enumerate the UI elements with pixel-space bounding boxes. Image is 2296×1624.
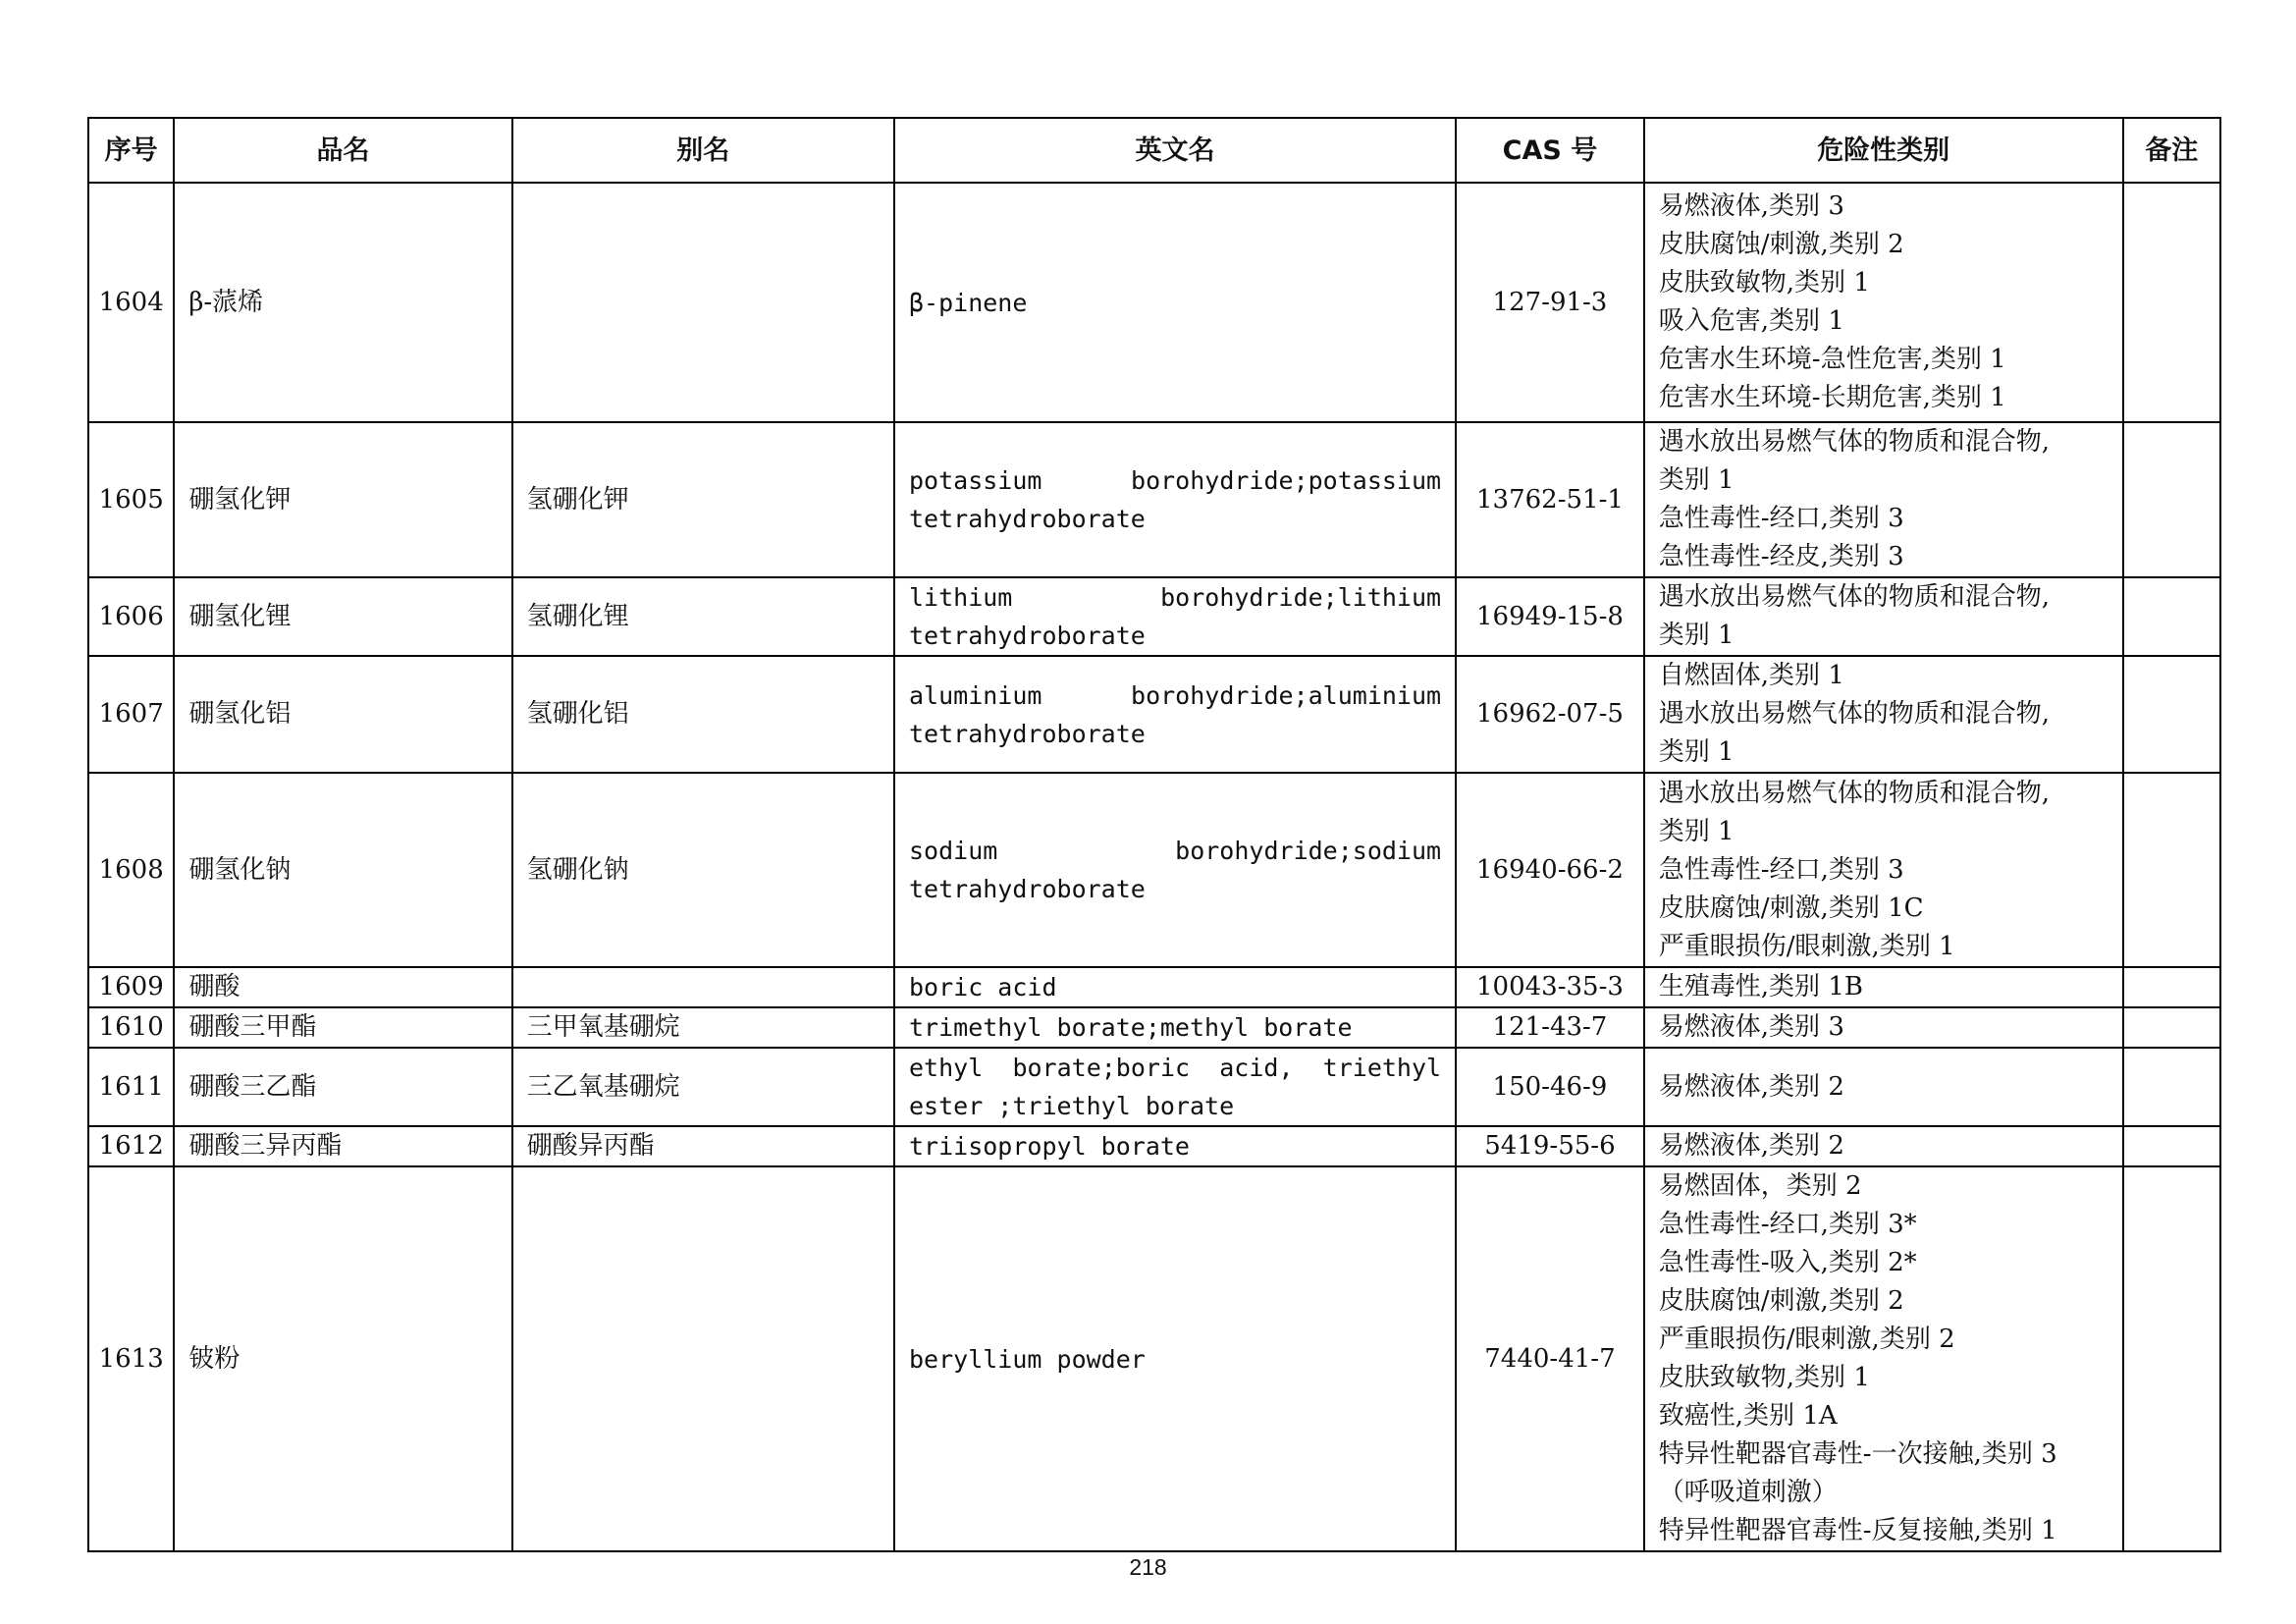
cell-hazard [1644,1048,2123,1126]
hazard-line: 吸入危害,类别 1 [1658,306,1844,336]
cell-hazard [1644,422,2123,577]
english-name-text: boric acid [909,973,1057,1001]
cell-cas: 7440-41-7 [1456,1166,1644,1551]
header-note: 备注 [2123,118,2220,183]
cell-hazard [1644,1126,2123,1166]
cell-no: 1604 [88,183,174,422]
header-hazard: 危险性类别 [1644,118,2123,183]
cell-no: 1612 [88,1126,174,1166]
english-name-text: triisopropyl borate [909,1132,1190,1161]
page-number: 218 [1129,1554,1167,1580]
cell-no: 1607 [88,656,174,773]
hazard-line: 皮肤致敏物,类别 1 [1658,268,1870,298]
cell-hazard [1644,1007,2123,1048]
cell-hazard [1644,1166,2123,1551]
cell-alias: 氢硼化钾 [512,422,894,577]
cell-hazard [1644,183,2123,422]
hazard-line: 急性毒性-经口,类别 3* [1658,1210,1917,1239]
cell-note [2123,422,2220,577]
table-row [88,1166,2220,1551]
hazard-line: 类别 1 [1658,621,1735,650]
cell-alias: 氢硼化钠 [512,773,894,967]
hazard-line: 易燃固体，类别 2 [1658,1171,1862,1201]
cell-note [2123,656,2220,773]
hazard-line: 皮肤腐蚀/刺激,类别 2 [1658,1286,1904,1316]
header-english: 英文名 [894,118,1456,183]
cell-cas: 16962-07-5 [1456,656,1644,773]
hazard-line: 严重眼损伤/眼刺激,类别 1 [1658,931,1955,961]
english-name-text: potassium borohydride;potassium tetrahydroborate [909,466,1442,533]
hazard-line: 类别 1 [1658,816,1735,846]
english-name-text: β-pinene [909,288,1028,317]
cell-note [2123,1048,2220,1126]
table-header-row [88,118,2220,183]
table-row [88,967,2220,1007]
cell-name: 硼氢化钾 [174,422,511,577]
cell-name: 硼氢化钠 [174,773,511,967]
hazard-line: 易燃液体,类别 2 [1658,1071,1844,1102]
table-row [88,1048,2220,1126]
table-row [88,422,2220,577]
chemicals-table [87,117,2221,1552]
hazard-line: 类别 1 [1658,465,1735,495]
english-name-text: beryllium powder [909,1344,1146,1374]
cell-no: 1610 [88,1007,174,1048]
cell-english [894,656,1456,773]
cell-name: 硼氢化锂 [174,577,511,656]
english-name-text: aluminium borohydride;aluminium tetrahydroborate [909,680,1442,748]
cell-alias: 氢硼化铝 [512,656,894,773]
cell-note [2123,183,2220,422]
cell-name: 硼酸三异丙酯 [174,1126,511,1166]
cell-name: 硼氢化铝 [174,656,511,773]
table-row [88,1126,2220,1166]
cell-note [2123,1166,2220,1551]
cell-english [894,183,1456,422]
hazard-line: 急性毒性-经口,类别 3 [1658,854,1904,885]
cell-alias [512,967,894,1007]
english-name-text: trimethyl borate;methyl borate [909,1013,1353,1042]
cell-cas: 5419-55-6 [1456,1126,1644,1166]
cell-no: 1609 [88,967,174,1007]
cell-note [2123,967,2220,1007]
english-name-text: ethyl borate;boric acid, triethyl ester ;triethyl borate [909,1054,1442,1120]
english-name-text: sodium borohydride;sodium tetrahydroborate [909,837,1442,903]
cell-hazard [1644,773,2123,967]
cell-alias: 硼酸异丙酯 [512,1126,894,1166]
cell-note [2123,773,2220,967]
cell-name: 铍粉 [174,1166,511,1551]
hazardous-chemicals-table-page [87,117,2221,1552]
hazard-line: 严重眼损伤/眼刺激,类别 2 [1658,1325,1955,1354]
cell-alias: 三甲氧基硼烷 [512,1007,894,1048]
table-row [88,183,2220,422]
cell-no: 1611 [88,1048,174,1126]
header-alias: 别名 [512,118,894,183]
cell-hazard [1644,967,2123,1007]
cell-cas: 121-43-7 [1456,1007,1644,1048]
cell-cas: 10043-35-3 [1456,967,1644,1007]
cell-english [894,577,1456,656]
hazard-line: 自燃固体,类别 1 [1658,661,1844,690]
hazard-line: 危害水生环境-急性危害,类别 1 [1658,345,2006,374]
cell-hazard [1644,577,2123,656]
header-no: 序号 [88,118,174,183]
cell-alias [512,1166,894,1551]
cell-no: 1605 [88,422,174,577]
cell-cas: 16949-15-8 [1456,577,1644,656]
cell-cas: 13762-51-1 [1456,422,1644,577]
hazard-line: 遇水放出易燃气体的物质和混合物, [1658,582,2051,612]
cell-note [2123,577,2220,656]
cell-name: β-蒎烯 [174,183,511,422]
cell-name: 硼酸 [174,967,511,1007]
cell-hazard [1644,656,2123,773]
hazard-line: 易燃液体,类别 2 [1658,1131,1844,1161]
hazard-line: 致癌性,类别 1A [1658,1401,1838,1431]
cell-note [2123,1007,2220,1048]
hazard-line: 急性毒性-吸入,类别 2* [1658,1248,1917,1277]
cell-english [894,422,1456,577]
cell-english [894,1126,1456,1166]
table-row [88,773,2220,967]
cell-cas: 150-46-9 [1456,1048,1644,1126]
english-name-text: lithium borohydride;lithium tetrahydroborate [909,583,1442,650]
hazard-line: 生殖毒性,类别 1B [1658,972,1863,1001]
cell-name: 硼酸三甲酯 [174,1007,511,1048]
cell-english [894,1048,1456,1126]
cell-name: 硼酸三乙酯 [174,1048,511,1126]
cell-cas: 16940-66-2 [1456,773,1644,967]
hazard-line: 特异性靶器官毒性-反复接触,类别 1 [1658,1516,2057,1545]
hazard-line: 易燃液体,类别 3 [1658,1012,1844,1042]
hazard-line: 特异性靶器官毒性-一次接触,类别 3 [1658,1439,2057,1469]
cell-english [894,773,1456,967]
hazard-line: 急性毒性-经皮,类别 3 [1658,542,1904,571]
cell-english [894,1007,1456,1048]
cell-note [2123,1126,2220,1166]
hazard-line: （呼吸道刺激） [1658,1478,1838,1507]
table-row [88,1007,2220,1048]
hazard-line: 皮肤腐蚀/刺激,类别 1C [1658,893,1924,923]
hazard-line: 危害水生环境-长期危害,类别 1 [1658,383,2006,412]
hazard-line: 急性毒性-经口,类别 3 [1658,504,1904,533]
cell-alias [512,183,894,422]
cell-cas: 127-91-3 [1456,183,1644,422]
table-row [88,656,2220,773]
header-cas: CAS 号 [1456,118,1644,183]
cell-alias: 三乙氧基硼烷 [512,1048,894,1126]
hazard-line: 遇水放出易燃气体的物质和混合物, [1658,699,2051,729]
hazard-line: 皮肤致敏物,类别 1 [1658,1363,1870,1392]
hazard-line: 易燃液体,类别 3 [1658,191,1844,221]
cell-no: 1606 [88,577,174,656]
cell-english [894,967,1456,1007]
cell-no: 1613 [88,1166,174,1551]
cell-no: 1608 [88,773,174,967]
header-name: 品名 [174,118,511,183]
cell-english [894,1166,1456,1551]
hazard-line: 遇水放出易燃气体的物质和混合物, [1658,427,2051,457]
hazard-line: 类别 1 [1658,737,1735,767]
hazard-line: 遇水放出易燃气体的物质和混合物, [1658,778,2051,808]
hazard-line: 皮肤腐蚀/刺激,类别 2 [1658,230,1904,259]
table-row [88,577,2220,656]
cell-alias: 氢硼化锂 [512,577,894,656]
